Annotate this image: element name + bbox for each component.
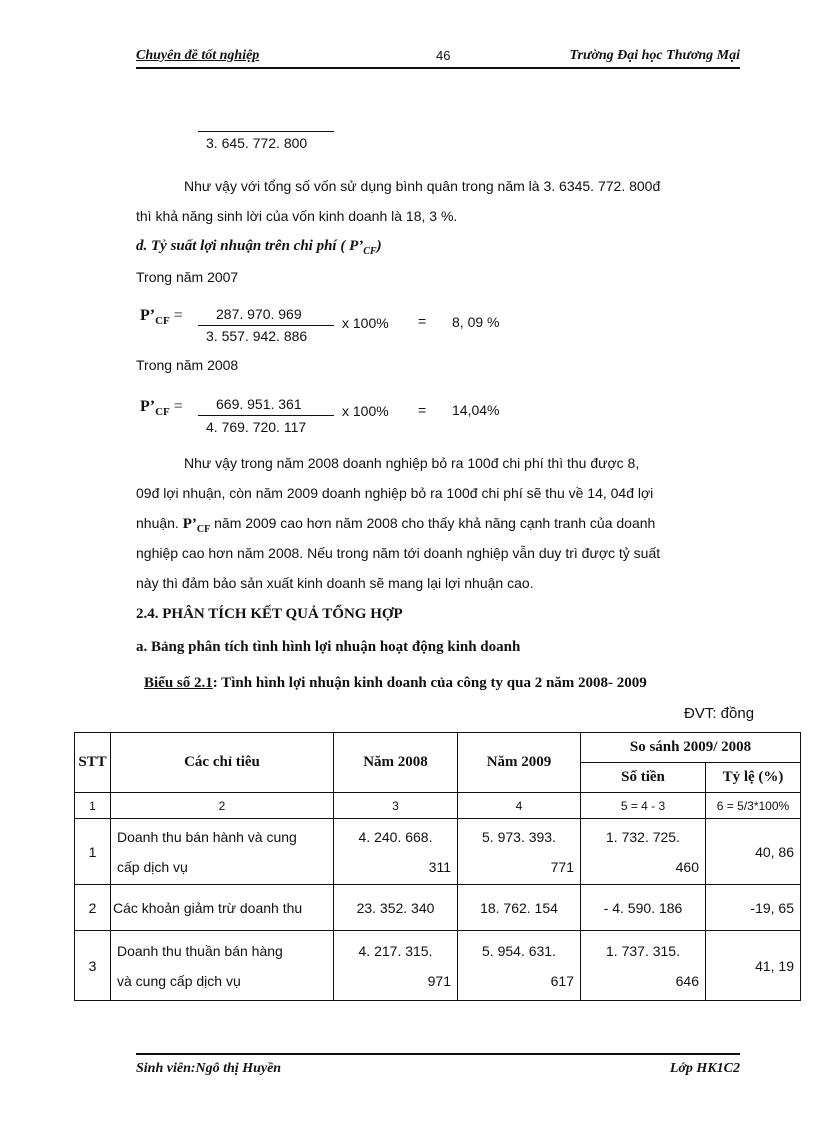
cell-line: cấp dịch vụ (117, 858, 188, 875)
row-2009 (458, 819, 581, 885)
cell-line: 5. 973. 393. (482, 828, 556, 845)
row-2008 (334, 931, 458, 1001)
section-heading-d (136, 238, 382, 257)
table-row (75, 931, 801, 1001)
section-heading-a: a. Bảng phân tích tình hình lợi nhuận hoạt động kinh doanh (136, 639, 521, 655)
fraction-line (198, 131, 334, 132)
formula-result: 8, 09 % (452, 314, 500, 330)
cell-line: 311 (428, 858, 451, 875)
row-stt: 1 (75, 819, 111, 885)
row-2009: 18. 762. 154 (458, 885, 581, 931)
col-header-ratio: Tỷ lệ (%) (706, 763, 801, 793)
formula-sub: CF (155, 315, 170, 328)
paragraph-line: này thì đảm bảo sản xuất kinh doanh sẽ mang lại lợi nhuận cao. (136, 575, 534, 591)
formula-eq: = (173, 398, 183, 415)
cell-line: 646 (675, 972, 699, 989)
cell-line: Doanh thu thuần bán hàng (117, 942, 283, 959)
paragraph-line: thì khả năng sinh lời của vốn kinh doanh là 18, 3 %. (136, 208, 458, 224)
row-ratio: 41, 19 (706, 931, 801, 1001)
table-index-row (75, 793, 801, 819)
index-cell: 3 (334, 793, 458, 819)
section-heading-24: 2.4. PHÂN TÍCH KẾT QUẢ TỔNG HỢP (136, 606, 403, 622)
col-header-compare: So sánh 2009/ 2008 (581, 733, 801, 763)
page-footer (136, 1057, 740, 1077)
cell-line: 1. 737. 315. (606, 942, 680, 959)
row-ratio: -19, 65 (706, 885, 801, 931)
index-cell: 6 = 5/3*100% (706, 793, 801, 819)
paragraph-line: Như vậy với tổng số vốn sử dụng bình quân trong năm là 3. 6345. 772. 800đ (184, 178, 661, 194)
col-header-amount: Số tiền (581, 763, 706, 793)
index-cell: 5 = 4 - 3 (581, 793, 706, 819)
cell-line: 4. 240. 668. (358, 828, 433, 845)
table-caption (144, 675, 647, 692)
cell-line: và cung cấp dịch vụ (117, 972, 241, 989)
index-cell: 4 (458, 793, 581, 819)
cell-line: 771 (550, 858, 574, 875)
formula-symbol: P’ (140, 307, 156, 324)
row-amount: - 4. 590. 186 (581, 885, 706, 931)
year-label: Trong năm 2008 (136, 357, 239, 373)
formula-eq2: = (418, 402, 427, 418)
fraction-line (198, 415, 334, 416)
formula-symbol: P’ (140, 398, 156, 415)
page-header (136, 48, 740, 68)
header-school-name: Trường Đại học Thương Mại (569, 48, 740, 63)
row-indicator (111, 819, 334, 885)
formula-eq: = (173, 307, 183, 324)
row-2008 (334, 819, 458, 885)
row-amount (581, 819, 706, 885)
col-header-2008: Năm 2008 (334, 733, 458, 793)
formula-2008 (140, 398, 183, 418)
profit-table (74, 732, 801, 1001)
table-header-row (75, 733, 801, 763)
top-denominator: 3. 645. 772. 800 (206, 135, 308, 151)
cell-line: Doanh thu bán hành và cung (117, 828, 297, 845)
footer-student: Sinh viên:Ngô thị Huyền (136, 1061, 282, 1076)
row-indicator (111, 931, 334, 1001)
cell-line: 460 (675, 858, 699, 875)
paragraph-line: nghiệp cao hơn năm 2008. Nếu trong năm tới doanh nghiệp vẫn duy trì được tỷ suất (136, 545, 661, 561)
page-number: 46 (436, 48, 451, 63)
text-span: nhuận. (136, 515, 179, 531)
header-divider (136, 67, 740, 69)
footer-class: Lớp HK1C2 (669, 1061, 740, 1076)
formula-numerator: 669. 951. 361 (216, 396, 302, 412)
row-stt: 2 (75, 885, 111, 931)
cell-line: 617 (550, 972, 574, 989)
header-doc-title: Chuyên đề tốt nghiệp (136, 48, 260, 63)
table-row (75, 819, 801, 885)
formula-numerator: 287. 970. 969 (216, 306, 302, 322)
section-heading-suffix: ) (376, 238, 382, 254)
row-ratio: 40, 86 (706, 819, 801, 885)
col-header-indicator: Các chỉ tiêu (111, 733, 334, 793)
formula-multiplier: x 100% (342, 315, 389, 331)
row-amount (581, 931, 706, 1001)
formula-multiplier: x 100% (342, 403, 389, 419)
col-header-2009: Năm 2009 (458, 733, 581, 793)
row-stt: 3 (75, 931, 111, 1001)
formula-denominator: 3. 557. 942. 886 (206, 328, 308, 344)
footer-divider (136, 1053, 740, 1055)
inline-symbol: P’ (182, 516, 197, 532)
cell-line: 971 (427, 972, 451, 989)
section-heading-sub: CF (363, 246, 377, 257)
unit-label: ĐVT: đồng (684, 705, 755, 722)
fraction-line (198, 325, 334, 326)
paragraph-line: Như vậy trong năm 2008 doanh nghiệp bỏ ra 100đ chi phí thì thu được 8, (184, 455, 640, 471)
formula-denominator: 4. 769. 720. 117 (206, 419, 307, 435)
cell-line: 5. 954. 631. (482, 942, 556, 959)
index-cell: 2 (111, 793, 334, 819)
formula-2007 (140, 307, 183, 327)
caption-label: Biểu số 2.1 (144, 675, 213, 691)
row-2008: 23. 352. 340 (334, 885, 458, 931)
inline-sub: CF (196, 523, 211, 535)
text-span: năm 2009 cao hơn năm 2008 cho thấy khả năng cạnh tranh của doanh (214, 515, 656, 531)
section-heading-text: d. Tỷ suất lợi nhuận trên chi phí ( P’ (136, 238, 364, 254)
formula-eq2: = (418, 313, 427, 329)
cell-line: 4. 217. 315. (358, 942, 433, 959)
table-row (75, 885, 801, 931)
row-2009 (458, 931, 581, 1001)
formula-result: 14,04% (452, 402, 500, 418)
index-cell: 1 (75, 793, 111, 819)
col-header-stt: STT (75, 733, 111, 793)
formula-sub: CF (155, 406, 170, 419)
paragraph-line: 09đ lợi nhuận, còn năm 2009 doanh nghiệp bỏ ra 100đ chi phí sẽ thu về 14, 04đ lợi (136, 485, 654, 501)
cell-line: 1. 732. 725. (606, 828, 680, 845)
year-label: Trong năm 2007 (136, 269, 239, 285)
row-indicator: Các khoản giảm trừ doanh thu (111, 885, 334, 931)
caption-text: : Tình hình lợi nhuận kinh doanh của công ty qua 2 năm 2008- 2009 (212, 675, 647, 691)
